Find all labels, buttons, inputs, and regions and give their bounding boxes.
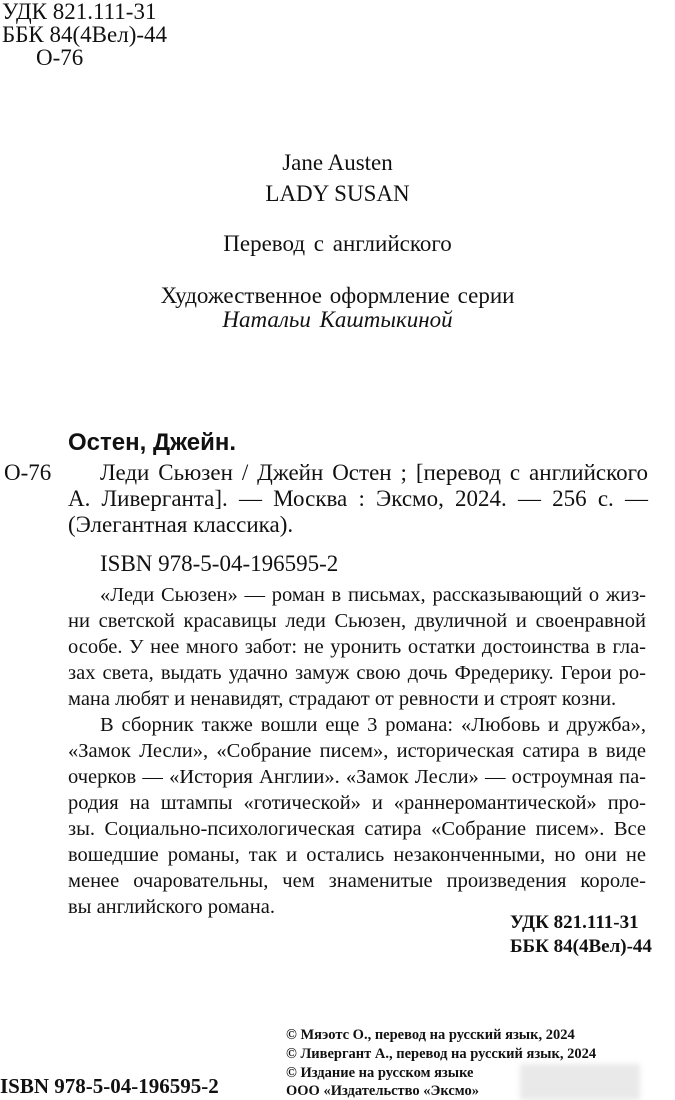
annotation-line: зах света, выдать удачно замуж свою дочь Фредерику. Герои ро- <box>68 662 646 684</box>
udk-code-top: УДК 821.111-31 <box>2 0 157 24</box>
annotation-line: менее очаровательны, чем знаменитые произведения короле- <box>68 870 646 892</box>
bib-author-mark: О-76 <box>4 460 52 485</box>
blurred-region <box>520 1064 640 1100</box>
copyright-line: © Ливергант А., перевод на русский язык, 2024 <box>286 1046 597 1062</box>
bib-line: (Элегантная классика). <box>68 512 294 537</box>
udk-code-bottom: УДК 821.111-31 <box>510 912 639 933</box>
annotation-line: «Леди Сьюзен» — роман в письмах, рассказывающий о жиз- <box>100 584 646 606</box>
isbn-bottom: ISBN 978-5-04-196595-2 <box>0 1074 219 1098</box>
copyright-line: ООО «Издательство «Эксмо» <box>286 1083 479 1099</box>
annotation-line: вы английского романа. <box>68 896 275 918</box>
author-mark-top: О-76 <box>36 45 84 70</box>
copyright-line: © Издание на русском языке <box>286 1065 474 1081</box>
bib-author-heading: Остен, Джейн. <box>68 429 237 456</box>
annotation-line: особе. У нее много забот: не уронить остатки достоинства в гла- <box>68 636 646 658</box>
bbk-code-bottom: ББК 84(4Вел)-44 <box>510 936 652 957</box>
title-english: LADY SUSAN <box>265 181 410 206</box>
author-english: Jane Austen <box>282 150 393 175</box>
annotation-line: мана любят и ненавидят, страдают от ревности и строят козни. <box>68 688 617 710</box>
bib-line: Леди Сьюзен / Джейн Остен ; [перевод с английского <box>100 460 648 485</box>
bbk-code-top: ББК 84(4Вел)-44 <box>2 22 168 47</box>
annotation-line: зы. Социально-психологическая сатира «Собрание писем». Все <box>68 818 646 840</box>
bib-isbn: ISBN 978-5-04-196595-2 <box>100 551 339 576</box>
series-designer: Натальи Каштыкиной <box>222 307 453 332</box>
copyright-line: © Мяэотс О., перевод на русский язык, 2024 <box>286 1027 575 1043</box>
bib-line: А. Ливерганта]. — Москва : Эксмо, 2024. — 256 с. — <box>68 486 648 511</box>
series-design-line: Художественное оформление серии <box>160 283 515 308</box>
translation-note: Перевод с английского <box>223 231 452 256</box>
annotation-line: ни светской красавицы леди Сьюзен, двуличной и своенравной <box>68 610 646 632</box>
annotation-line: В сборник также вошли еще 3 романа: «Любовь и дружба», <box>100 714 646 736</box>
annotation-line: «Замок Лесли», «Собрание писем», историческая сатира в виде <box>68 740 646 762</box>
annotation-line: родия на штампы «готической» и «раннеромантической» про- <box>68 792 646 814</box>
annotation-line: очерков — «История Англии». «Замок Лесли» — остроумная па- <box>68 766 646 788</box>
annotation-line: вошедшие романы, так и остались незаконченными, но они не <box>68 844 646 866</box>
